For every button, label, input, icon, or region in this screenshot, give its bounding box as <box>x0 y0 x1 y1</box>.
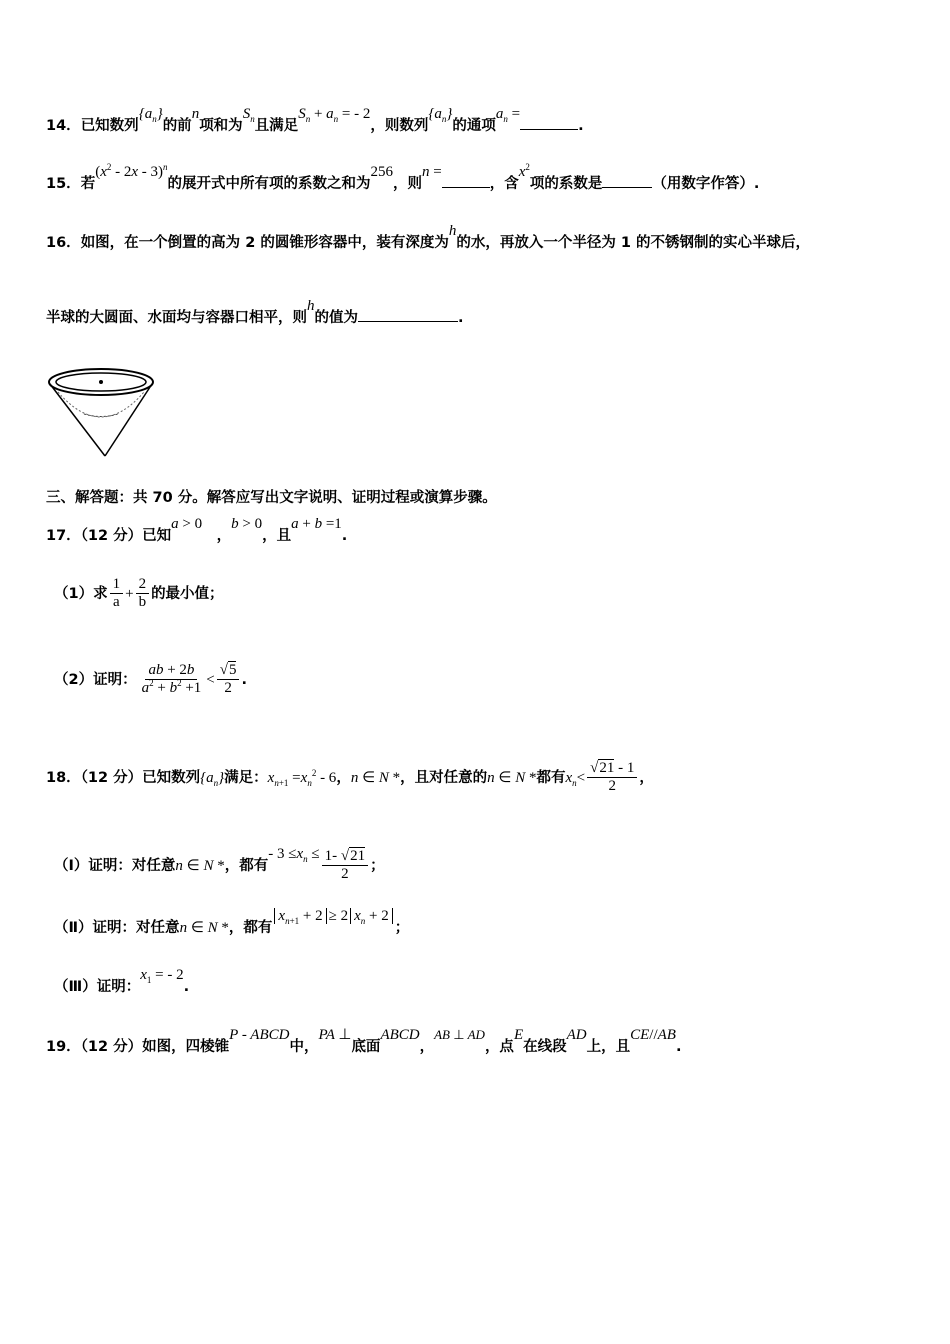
q18-number: 18． <box>46 769 81 786</box>
q18-seq-an: $\{a_n\}$ <box>200 769 225 788</box>
q19-text-1: 如图，四棱锥 <box>142 1039 230 1055</box>
section-3-heading: 三、解答题：共 70 分。解答应写出文字说明、证明过程或演算步骤。 <box>46 490 497 506</box>
q18-text-2: 满足： <box>224 769 268 786</box>
q15-text-2: 的展开式中所有项的系数之和为 <box>167 176 371 192</box>
q19-CE-parallel-AB: CE//AB <box>630 1027 676 1043</box>
cone-hemisphere-figure <box>46 364 156 462</box>
q17-text-2: ，且 <box>262 528 292 544</box>
q17-b-gt-0: b > 0 <box>231 516 263 532</box>
q18-part1-n-in-N: n ∈ N * <box>175 857 225 874</box>
q16-h-2: h <box>307 298 315 314</box>
q14-text-7: . <box>578 118 584 134</box>
q14-text-3: 项和为 <box>199 118 243 134</box>
q14-text-5: ，则数列 <box>370 118 429 134</box>
q14-an-eq: $a_n$ = <box>495 106 521 124</box>
q15-text-1: 若 <box>80 176 96 192</box>
q18-lt: < <box>576 769 586 786</box>
q17-part1-text: 的最小值； <box>151 585 224 602</box>
q17-a-plus-b: a + b =1 <box>291 516 342 532</box>
q19-ABCD: ABCD <box>380 1027 420 1043</box>
question-18-part-1: （Ⅰ）证明：对任意n ∈ N *，都有- $3 \le x_n$ ≤ $\frac{1- √21}{2}$ ； <box>54 845 385 883</box>
q15-answer-blank-1 <box>442 187 490 188</box>
q14-n: n <box>191 106 200 122</box>
q14-text-4: 且满足 <box>254 118 299 134</box>
question-18-part-3: （Ⅲ）证明：$x_1$ = - 2. <box>54 967 190 995</box>
q19-text-5: 在线段 <box>523 1039 567 1055</box>
q18-part2-n-in-N: n ∈ N * <box>179 920 229 936</box>
q18-text-4: 都有 <box>536 769 566 786</box>
q18-part3-x1: $x_1$ = - 2 <box>140 967 184 985</box>
q18-part1-bound: $\frac{1- √21}{2}$ <box>322 848 368 884</box>
q16-text-3: 半球的大圆面、水面均与容器口相平，则 <box>46 310 307 326</box>
q19-text-4: ，点 <box>484 1039 514 1055</box>
q15-text-3: ，则 <box>393 176 423 192</box>
q18-part2-text: ，都有 <box>228 920 273 936</box>
q16-text-1: 如图，在一个倒置的高为 2 的圆锥形容器中，装有深度为 <box>80 235 449 251</box>
q18-part1-ineq-left: - $3 \le x_n$ ≤ <box>268 845 320 864</box>
q19-text-2: 中， <box>289 1039 319 1055</box>
q17-number: 17． <box>46 528 81 544</box>
water-level-line <box>84 414 118 417</box>
question-17-part-2: （2）证明： $\frac{ab + 2b}{a^2 + b^2 +1}$ < $\frac{√5}{2}$ . <box>54 662 247 697</box>
q19-AD: AD <box>566 1027 587 1043</box>
q18-text-3: ，且对任意的 <box>400 769 488 786</box>
q15-text-6: （用数字作答）. <box>652 176 760 192</box>
q15-x2: $x^2$ <box>518 162 530 180</box>
q15-answer-blank-2 <box>602 187 652 188</box>
q16-h: h <box>448 223 457 239</box>
q19-E: E <box>513 1027 524 1043</box>
q17-inequality-lhs: $\frac{ab + 2b}{a^2 + b^2 +1}$ <box>141 662 202 697</box>
q18-part2-inequality: $x_{n+1} + 2 \ge 2$ $x_n + 2$ <box>272 909 394 924</box>
q18-part1-label: （Ⅰ）证明：对任意 <box>54 857 176 874</box>
question-16-line-2 <box>46 298 464 326</box>
q19-AB-perp-AD: AB ⊥ AD <box>434 1027 485 1042</box>
q17-plus: + <box>125 585 134 602</box>
q14-Sn: $S_n$ <box>242 106 255 124</box>
q15-text-5: 项的系数是 <box>529 176 603 192</box>
question-17: 17．（12 分）已知a > 0 ，b > 0，且a + b =1. <box>46 516 348 544</box>
q14-number: 14． <box>46 118 81 134</box>
q15-text-4: ，含 <box>489 176 519 192</box>
q17-part1-label: （1）求 <box>54 585 108 602</box>
q19-PA-perp: PA ⊥ <box>318 1027 352 1043</box>
q16-text-4: 的值为 <box>314 310 358 326</box>
cone-center-dot <box>99 380 103 384</box>
q17-score: （12 分） <box>80 528 143 544</box>
question-18-part-2: （Ⅱ）证明：对任意n ∈ N *，都有$x_{n+1} + 2 \ge 2$ $x_n + 2$； <box>54 908 410 936</box>
q18-bound-frac: $\frac{√21 - 1}{2}$ <box>587 760 637 796</box>
question-19: 19．（12 分）如图，四棱锥P - ABCD中，PA ⊥底面ABCD，AB ⊥ AD，点E在线段AD上，且CE//AB. <box>46 1027 682 1055</box>
question-15 <box>46 162 760 192</box>
q14-answer-blank <box>520 129 578 130</box>
q15-sum: 256 <box>370 164 394 180</box>
q17-lt: < <box>206 671 215 688</box>
q17-frac-2-over-b: $\frac{2}{b}$ <box>136 576 150 612</box>
q17-text-1: 已知 <box>142 528 172 544</box>
question-18: 18．（12 分）已知数列$\{a_n\}$满足：$x_{n+1} =x_n^2 - 6$，n ∈ N *，且对任意的n ∈ N *都有$x_n<$ $\frac{√21 - 1}{2}$ ， <box>46 760 654 795</box>
q18-n-in-N-2: n ∈ N * <box>487 769 537 786</box>
q18-part3-label: （Ⅲ）证明： <box>54 979 141 995</box>
q16-number: 16． <box>46 235 81 251</box>
q17-part2-label: （2）证明： <box>54 671 137 688</box>
q14-text-2: 的前 <box>162 118 192 134</box>
q14-text-1: 已知数列 <box>80 118 139 134</box>
q17-text-3: . <box>341 528 348 544</box>
q18-part2-label: （Ⅱ）证明：对任意 <box>54 920 180 936</box>
q19-text-3: 底面 <box>351 1039 381 1055</box>
q16-answer-blank <box>358 321 458 322</box>
q16-text-5: . <box>458 310 464 326</box>
q14-seq-an-2: $\{a_n\}$ <box>428 106 453 124</box>
question-16 <box>46 223 811 251</box>
q14-condition: $S_n + a_n$ = - 2 <box>298 106 371 124</box>
question-17-part-1 <box>54 576 224 612</box>
q17-inequality-rhs: $\frac{√5}{2}$ <box>217 662 240 698</box>
q19-pyramid: P - ABCD <box>229 1027 290 1043</box>
q18-n-in-N: n ∈ N * <box>350 769 401 786</box>
q19-number: 19． <box>46 1039 81 1055</box>
q15-expression: $(x^2 - 2x - 3)^n$ <box>95 162 168 180</box>
q18-part1-text: ，都有 <box>224 857 269 874</box>
q14-text-6: 的通项 <box>452 118 496 134</box>
q17-a-gt-0: a > 0 <box>171 516 203 532</box>
q19-text-6: 上，且 <box>586 1039 631 1055</box>
q18-recurrence: $x_{n+1} =x_n^2 - 6$ <box>267 767 337 788</box>
q15-n-eq: n = <box>422 164 442 180</box>
q19-score: （12 分） <box>80 1039 143 1055</box>
q15-number: 15． <box>46 176 81 192</box>
q14-seq-an: $\{a_n\}$ <box>138 106 163 124</box>
q17-frac-1-over-a: $\frac{1}{a}$ <box>110 576 124 612</box>
q18-xn: $x_n$ <box>565 769 577 788</box>
q16-text-2: 的水，再放入一个半径为 1 的不锈钢制的实心半球后， <box>456 235 811 251</box>
q18-text-1: 已知数列 <box>142 769 201 786</box>
q18-score: （12 分） <box>80 769 143 786</box>
question-14 <box>46 106 584 134</box>
